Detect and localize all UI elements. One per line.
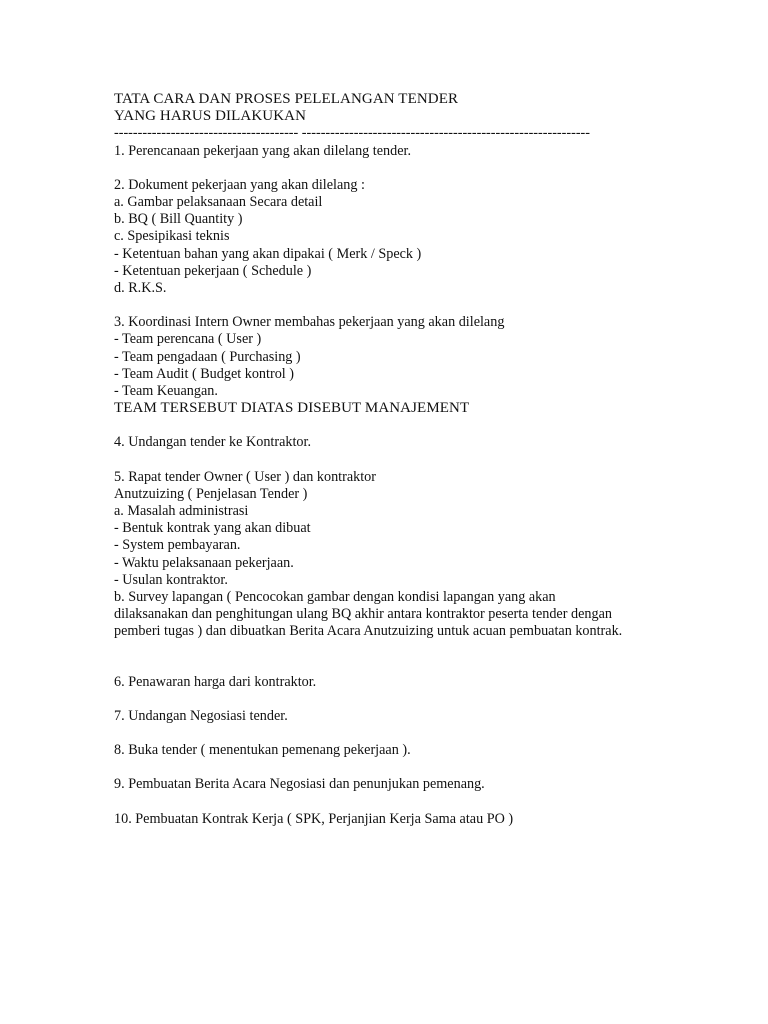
section-6: 6. Penawaran harga dari kontraktor. (114, 673, 317, 690)
section-3-item: - Team pengadaan ( Purchasing ) (114, 348, 301, 365)
section-1: 1. Perencanaan pekerjaan yang akan dilelang tender. (114, 142, 412, 159)
section-5-subheading: Anutzuizing ( Penjelasan Tender ) (114, 485, 308, 502)
section-5-item: - System pembayaran. (114, 537, 241, 554)
document-title-line-1: TATA CARA DAN PROSES PELELANGAN TENDER (114, 91, 459, 107)
document-title-line-2: YANG HARUS DILAKUKAN (114, 108, 306, 125)
section-2-item: b. BQ ( Bill Quantity ) (114, 211, 243, 228)
section-5-item: - Bentuk kontrak yang akan dibuat (114, 520, 311, 537)
section-2-item: d. R.K.S. (114, 280, 167, 297)
section-4: 4. Undangan tender ke Kontraktor. (114, 434, 311, 451)
section-2-item: - Ketentuan pekerjaan ( Schedule ) (114, 262, 312, 279)
section-3-item: - Team perencana ( User ) (114, 331, 262, 348)
document-page (114, 91, 754, 828)
section-7: 7. Undangan Negosiasi tender. (114, 707, 288, 724)
section-9: 9. Pembuatan Berita Acara Negosiasi dan penunjukan pemenang. (114, 776, 485, 793)
section-3-heading: 3. Koordinasi Intern Owner membahas pekerjaan yang akan dilelang (114, 314, 505, 331)
section-5-item: - Usulan kontraktor. (114, 571, 228, 588)
section-8: 8. Buka tender ( menentukan pemenang pekerjaan ). (114, 742, 411, 759)
section-5-heading: 5. Rapat tender Owner ( User ) dan kontraktor (114, 468, 376, 485)
section-3-item: - Team Audit ( Budget kontrol ) (114, 365, 295, 382)
section-5-survey-line: b. Survey lapangan ( Pencocokan gambar dengan kondisi lapangan yang akan (114, 589, 556, 606)
section-3-note: TEAM TERSEBUT DIATAS DISEBUT MANAJEMENT (114, 400, 470, 417)
section-5-survey-line: dilaksanakan dan penghitungan ulang BQ akhir antara kontraktor peserta tender dengan (114, 606, 612, 623)
section-2-item: c. Spesipikasi teknis (114, 228, 230, 245)
section-2-item: a. Gambar pelaksanaan Secara detail (114, 194, 323, 211)
section-5-item: - Waktu pelaksanaan pekerjaan. (114, 554, 294, 571)
section-10: 10. Pembuatan Kontrak Kerja ( SPK, Perjanjian Kerja Sama atau PO ) (114, 810, 514, 827)
section-5-survey-line: pemberi tugas ) dan dibuatkan Berita Acara Anutzuizing untuk acuan pembuatan kontrak. (114, 623, 623, 640)
separator-line: --------------------------------------- ------------------------------------------------------------- (114, 125, 591, 142)
section-2-item: - Ketentuan bahan yang akan dipakai ( Merk / Speck ) (114, 245, 422, 262)
section-5-item: a. Masalah administrasi (114, 503, 249, 520)
section-3-item: - Team Keuangan. (114, 383, 218, 400)
section-2-heading: 2. Dokument pekerjaan yang akan dilelang : (114, 176, 365, 193)
